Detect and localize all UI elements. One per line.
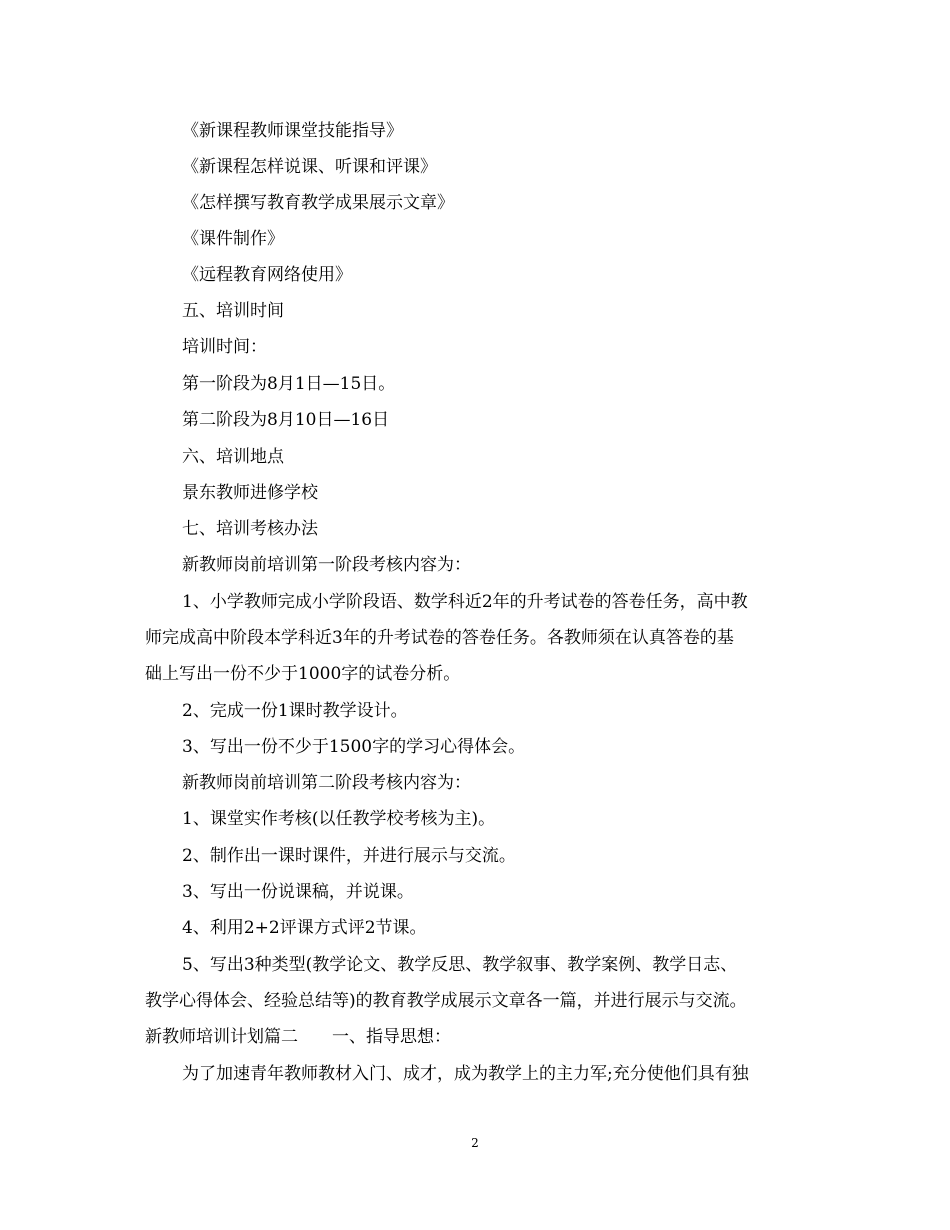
- paragraph-line: 2、制作出一课时课件，并进行展示与交流。: [182, 846, 516, 866]
- section-heading: 新教师培训计划篇二 一、指导思想：: [145, 1027, 451, 1047]
- paragraph-line: 础上写出一份不少于1000字的试卷分析。: [145, 664, 461, 684]
- page-number: 2: [471, 1136, 479, 1150]
- paragraph-line: 新教师岗前培训第一阶段考核内容为：: [182, 555, 471, 575]
- paragraph-line: 4、利用2+2评课方式评2节课。: [182, 918, 427, 938]
- paragraph-line: 第二阶段为8月10日—16日: [182, 410, 390, 430]
- section-heading: 五、培训时间: [182, 301, 284, 321]
- section-heading: 六、培训地点: [182, 447, 284, 467]
- paragraph-line: 景东教师进修学校: [182, 483, 318, 503]
- paragraph-line: 培训时间：: [182, 337, 267, 357]
- paragraph-line: 第一阶段为8月1日—15日。: [182, 374, 396, 394]
- paragraph-line: 新教师岗前培训第二阶段考核内容为：: [182, 773, 471, 793]
- paragraph-line: 1、课堂实作考核(以任教学校考核为主)。: [182, 809, 496, 829]
- book-title-line: 《怎样撰写教育教学成果展示文章》: [182, 193, 454, 213]
- paragraph-line: 为了加速青年教师教材入门、成才，成为教学上的主力军;充分使他们具有独: [182, 1064, 749, 1084]
- paragraph-line: 5、写出3种类型(教学论文、教学反思、教学叙事、教学案例、教学日志、: [182, 955, 738, 975]
- paragraph-line: 1、小学教师完成小学阶段语、数学科近2年的升考试卷的答卷任务，高中教: [182, 592, 748, 612]
- book-title-line: 《远程教育网络使用》: [182, 265, 352, 285]
- paragraph-line: 2、完成一份1课时教学设计。: [182, 701, 408, 721]
- section-heading: 七、培训考核办法: [182, 519, 318, 539]
- book-title-line: 《新课程怎样说课、听课和评课》: [182, 157, 437, 177]
- paragraph-line: 教学心得体会、经验总结等)的教育教学成展示文章各一篇，并进行展示与交流。: [145, 991, 747, 1011]
- book-title-line: 《课件制作》: [182, 229, 284, 249]
- paragraph-line: 3、写出一份不少于1500字的学习心得体会。: [182, 737, 526, 757]
- paragraph-line: 3、写出一份说课稿，并说课。: [182, 882, 414, 902]
- book-title-line: 《新课程教师课堂技能指导》: [182, 121, 403, 141]
- paragraph-line: 师完成高中阶段本学科近3年的升考试卷的答卷任务。各教师须在认真答卷的基: [145, 628, 734, 648]
